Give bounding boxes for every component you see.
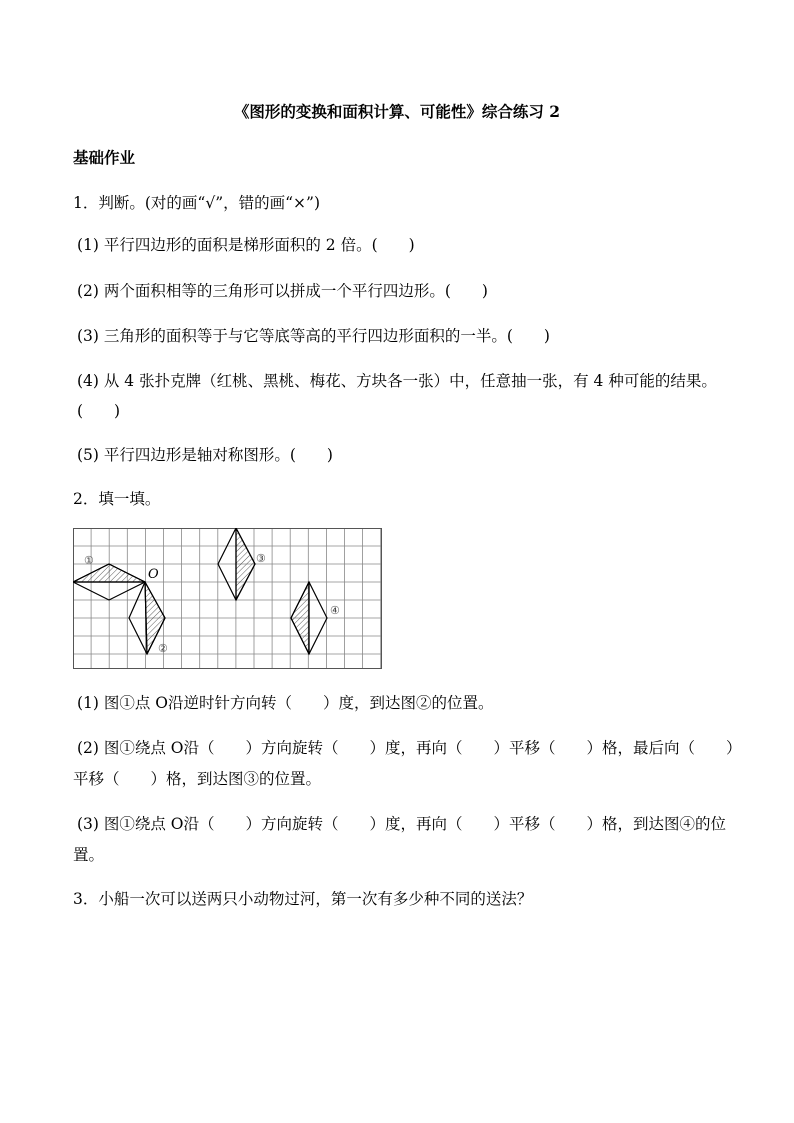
- label-figure-1: ①: [84, 554, 94, 567]
- question-2-stem: 2．填一填。: [73, 490, 161, 508]
- section-heading: 基础作业: [73, 148, 136, 167]
- question-1-stem: 1．判断。(对的画“√”，错的画“×”): [73, 194, 321, 212]
- rotation-grid-figure: [73, 528, 382, 669]
- question-2-item-2-cont: 平移（ ）格，到达图③的位置。: [73, 770, 322, 788]
- question-1-item-2: (2) 两个面积相等的三角形可以拼成一个平行四边形。( ): [77, 282, 488, 300]
- grid-lines: [73, 528, 382, 669]
- label-figure-3: ③: [256, 552, 266, 565]
- question-3-stem: 3．小船一次可以送两只小动物过河，第一次有多少种不同的送法？: [73, 890, 533, 908]
- question-2-item-3-cont: 置。: [73, 846, 105, 864]
- question-1-item-5: (5) 平行四边形是轴对称图形。( ): [77, 446, 333, 464]
- label-point-o: O: [148, 567, 159, 582]
- question-1-item-3: (3) 三角形的面积等于与它等底等高的平行四边形面积的一半。( ): [77, 327, 550, 345]
- question-2-item-1: (1) 图①点 O沿逆时针方向转（ ）度，到达图②的位置。: [77, 694, 494, 712]
- page-title: 《图形的变换和面积计算、可能性》综合练习 2: [233, 102, 561, 121]
- question-2-item-3: (3) 图①绕点 O沿（ ）方向旋转（ ）度，再向（ ）平移（ ）格，到达图④的位: [77, 815, 727, 833]
- question-1-item-4-bracket: ( ): [77, 402, 121, 420]
- label-figure-2: ②: [158, 642, 168, 655]
- question-2-item-2: (2) 图①绕点 O沿（ ）方向旋转（ ）度，再向（ ）平移（ ）格，最后向（ ）: [77, 739, 742, 757]
- question-1-item-1: (1) 平行四边形的面积是梯形面积的 2 倍。( ): [77, 236, 415, 254]
- label-figure-4: ④: [330, 604, 340, 617]
- question-1-item-4: (4) 从 4 张扑克牌（红桃、黑桃、梅花、方块各一张）中，任意抽一张，有 4 种可能的结果。: [77, 372, 717, 390]
